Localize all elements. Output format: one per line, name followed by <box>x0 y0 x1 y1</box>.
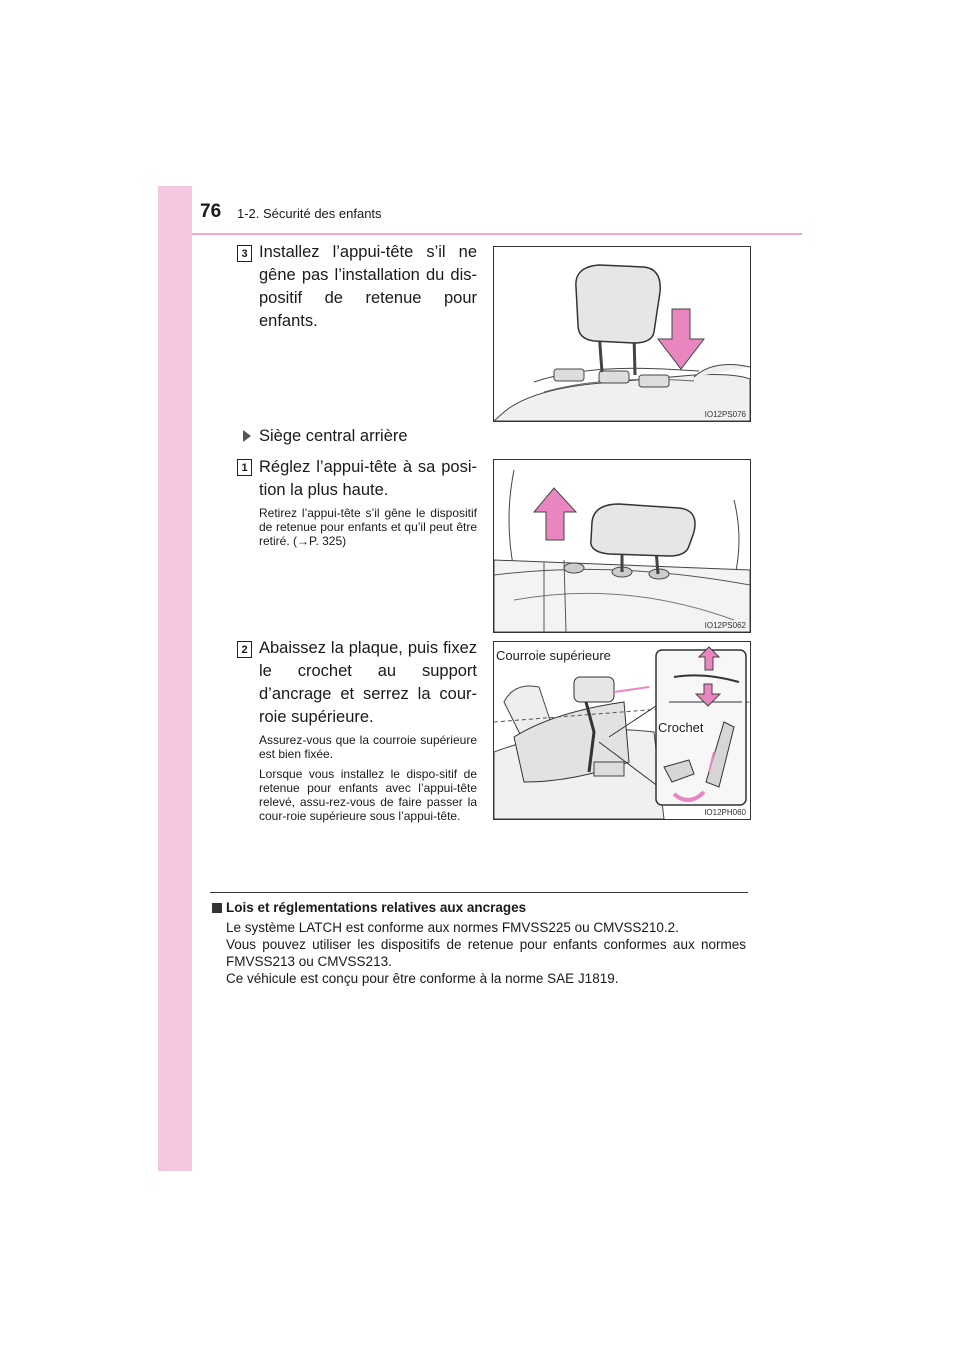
headrest-raise-figure <box>493 459 751 633</box>
tether-hook-illustration <box>494 642 750 819</box>
square-bullet-icon <box>212 903 222 913</box>
step-badge-1: 1 <box>237 459 252 476</box>
figure-code: IO12PS062 <box>704 621 746 630</box>
header-rule <box>192 233 802 235</box>
step1-note: Retirez l’appui-tête s’il gêne le dispositif de retenue pour enfants et qu’il peut être retiré. (→P. 325) <box>259 506 477 548</box>
step-badge-2: 2 <box>237 641 252 658</box>
laws-line-2: Vous pouvez utiliser les dispositifs de retenue pour enfants conformes aux normes FMVSS213 ou CMVSS213. <box>226 937 746 969</box>
hook-label: Crochet <box>658 720 704 735</box>
laws-body <box>226 919 746 987</box>
step2-note-2: Lorsque vous installez le dispo-sitif de retenue pour enfants avec l’appui-tête relevé, assu-rez-vous de faire passer la cour-roie supérieure sous l’appui-tête. <box>259 767 477 823</box>
side-margin-bar <box>158 186 192 1171</box>
step1-text: Réglez l’appui-tête à sa posi-tion la plus haute. <box>259 458 477 499</box>
tether-hook-figure <box>493 641 751 820</box>
triangle-bullet-icon <box>243 430 251 442</box>
step3-text: Installez l’appui-tête s’il ne gêne pas l’installation du dis-positif de retenue pour enfants. <box>259 243 477 330</box>
section-title: 1-2. Sécurité des enfants <box>237 206 382 221</box>
step2-text: Abaissez la plaque, puis fixez le crochet au support d’ancrage et serrez la cour-roie supérieure. <box>259 639 477 726</box>
center-seat-heading: Siège central arrière <box>259 427 408 445</box>
laws-line-3: Ce véhicule est conçu pour être conforme à la norme SAE J1819. <box>226 971 619 986</box>
figure-code: IO12PH060 <box>704 808 746 817</box>
figure-code: IO12PS076 <box>704 410 746 419</box>
laws-heading: Lois et réglementations relatives aux ancrages <box>226 900 527 915</box>
section-divider <box>210 892 748 893</box>
page-number: 76 <box>200 201 222 222</box>
step2-note-1: Assurez-vous que la courroie supérieure est bien fixée. <box>259 733 477 761</box>
headrest-raise-illustration <box>494 460 750 632</box>
laws-line-1: Le système LATCH est conforme aux normes FMVSS225 ou CMVSS210.2. <box>226 920 679 935</box>
headrest-install-illustration <box>494 247 750 421</box>
headrest-install-figure <box>493 246 751 422</box>
step-badge-3: 3 <box>237 245 252 262</box>
strap-label: Courroie supérieure <box>496 648 611 663</box>
